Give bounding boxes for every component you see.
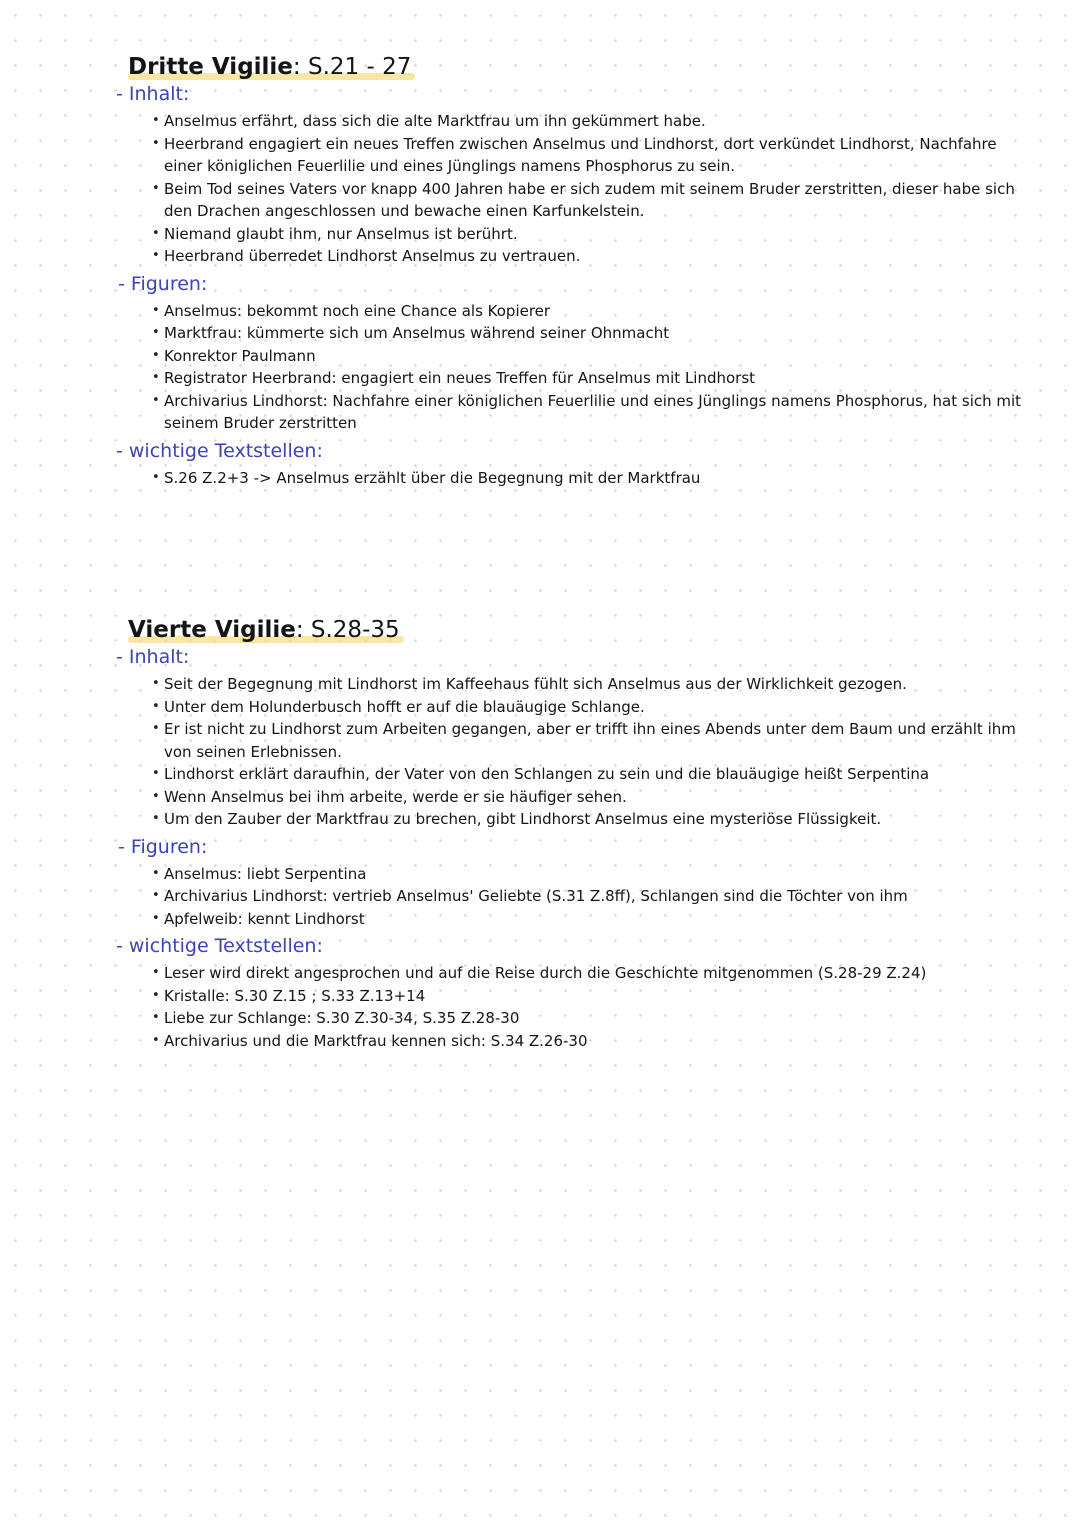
textstellen-label: - wichtige Textstellen: [116,935,323,957]
inhalt-list [128,673,1028,831]
textstellen-list [128,467,1028,490]
inhalt-label: - Inhalt: [116,646,190,668]
list-item: • Beim Tod seines Vaters vor knapp 400 Jahren habe er sich zudem mit seinem Bruder zerstritten, dieser habe sich den Drachen angeschlossen und bewache einen Karfunkelstein. [128,178,1028,223]
list-item: • Archivarius Lindhorst: vertrieb Anselmus' Geliebte (S.31 Z.8ff), Schlangen sind die Töchter von ihm [128,885,1028,908]
list-item: • Wenn Anselmus bei ihm arbeite, werde er sie häufiger sehen. [128,786,1028,809]
section-heading [128,615,400,645]
list-item: • Er ist nicht zu Lindhorst zum Arbeiten gegangen, aber er trifft ihn eines Abends unter dem Baum und erzählt ihm von seinen Erlebnissen. [128,718,1028,763]
textstellen-label: - wichtige Textstellen: [116,439,323,462]
list-item: • Anselmus: liebt Serpentina [128,863,1028,886]
list-item: • Konrektor Paulmann [128,345,1028,368]
list-item: • Seit der Begegnung mit Lindhorst im Kaffeehaus fühlt sich Anselmus aus der Wirklichkeit gezogen. [128,673,1028,696]
list-item: • Heerbrand überredet Lindhorst Anselmus zu vertrauen. [128,245,1028,268]
list-item: • Unter dem Holunderbusch hofft er auf die blauäugige Schlange. [128,696,1028,719]
list-item: • Anselmus: bekommt noch eine Chance als Kopierer [128,300,1028,323]
list-item: • Marktfrau: kümmerte sich um Anselmus während seiner Ohnmacht [128,322,1028,345]
list-item: • Archivarius Lindhorst: Nachfahre einer königlichen Feuerlilie und eines Jünglings namens Phosphorus, hat sich mit seinem Bruder zerstritten [128,390,1028,435]
inhalt-label: - Inhalt: [116,83,190,105]
figuren-list [128,300,1028,435]
list-item: • Registrator Heerbrand: engagiert ein neues Treffen für Anselmus mit Lindhorst [128,367,1028,390]
section-title: Dritte Vigilie [128,54,293,80]
list-item: • Kristalle: S.30 Z.15 ; S.33 Z.13+14 [128,985,1028,1008]
figuren-list [128,863,1028,931]
list-item: • Anselmus erfährt, dass sich die alte Marktfrau um ihn gekümmert habe. [128,110,1028,133]
list-item: • Liebe zur Schlange: S.30 Z.30-34, S.35 Z.28-30 [128,1007,1028,1030]
section-pages: : S.21 - 27 [292,54,412,80]
list-item: • S.26 Z.2+3 -> Anselmus erzählt über die Begegnung mit der Marktfrau [128,467,1028,490]
list-item: • Apfelweib: kennt Lindhorst [128,908,1028,931]
list-item: • Um den Zauber der Marktfrau zu brechen, gibt Lindhorst Anselmus eine mysteriöse Flüssigkeit. [128,808,1028,831]
section-title: Vierte Vigilie [128,617,296,643]
section-dritte-vigilie [116,52,1028,493]
list-item: • Lindhorst erklärt daraufhin, der Vater von den Schlangen zu sein und die blauäugige heißt Serpentina [128,763,1028,786]
section-vierte-vigilie [116,615,1028,1056]
list-item: • Archivarius und die Marktfrau kennen sich: S.34 Z.26-30 [128,1030,1028,1053]
figuren-label: - Figuren: [118,272,208,295]
list-item: • Niemand glaubt ihm, nur Anselmus ist berührt. [128,223,1028,246]
inhalt-list [128,110,1028,268]
section-pages: : S.28-35 [295,617,400,643]
list-item: • Heerbrand engagiert ein neues Treffen zwischen Anselmus und Lindhorst, dort verkündet Lindhorst, Nachfahre einer königlichen Feuerlilie und eines Jünglings namens Phosphorus zu sein. [128,133,1028,178]
figuren-label: - Figuren: [118,835,208,858]
textstellen-list [128,962,1028,1052]
list-item: • Leser wird direkt angesprochen und auf die Reise durch die Geschichte mitgenommen (S.28-29 Z.24) [128,962,1028,985]
section-heading [128,52,411,82]
